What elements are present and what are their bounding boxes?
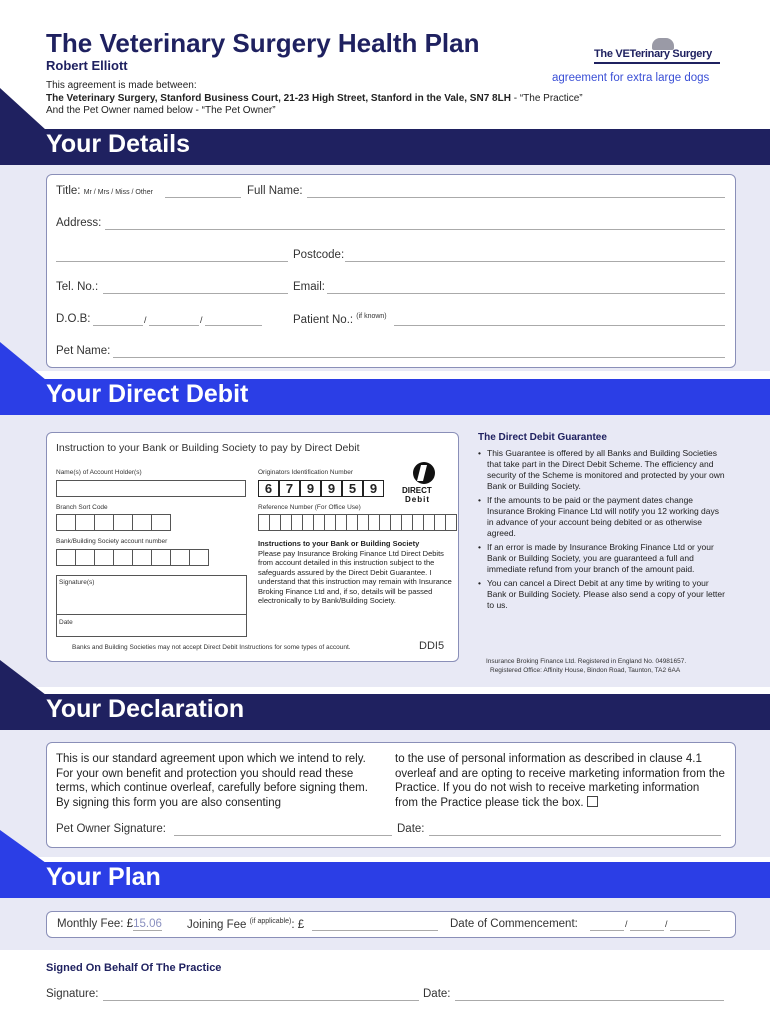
declaration-text-1: This is our standard agreement upon which we intend to rely. For your own benefit and protection you should read these terms, which continue overleaf, carefully before signing them. By signing this form you are also consenting [56,753,368,809]
commencement-label: Date of Commencement: [450,918,578,930]
email-label: Email: [293,281,325,293]
direct-debit-band [0,379,770,415]
joining-fee-label: Joining Fee $^{(if applicable)}$: £ [187,918,305,931]
date-field[interactable] [57,615,246,636]
plan-box [46,911,736,938]
account-holder-field[interactable] [56,480,246,497]
intro-line-2: The Veterinary Surgery, Stanford Business Court, 21-23 High Street, Stanford in the Vale, SN7 8LH - “The Practice” [46,93,583,104]
postcode-label: Postcode: [293,249,345,261]
sort-code-cell[interactable] [132,514,152,531]
signature-field[interactable] [57,576,246,614]
guarantee-point: • If the amounts to be paid or the payment dates change Insurance Broking Finance Ltd will notify you 12 working days in advance of your account being debited or as otherwise agreed. [478,495,726,539]
account-number-cell[interactable] [132,549,152,566]
intro-line-3: And the Pet Owner named below - “The Pet Owner” [46,105,276,116]
sort-code-cell[interactable] [113,514,133,531]
account-number-label: Bank/Building Society account number [56,538,168,545]
address-field-2[interactable] [56,261,288,262]
direct-debit-box [46,432,459,662]
instructions-text: Instructions to your Bank or Building Society Please pay Insurance Broking Finance Ltd Direct Debits from account detailed in this instruction subject to the safeguards assured by the Direct Debit Guarantee. I understand that this instruction may remain with Insurance Broking Finance Ltd and, if so, details will be passed electronically to by Bank/Building Society. [258,539,452,605]
dob-slash-2: / [200,315,203,325]
corner-triangle [0,660,46,695]
account-number-cell[interactable] [151,549,171,566]
title-field[interactable] [165,197,241,198]
monthly-fee-label: Monthly Fee: £15.06 [57,918,162,930]
signature-label: Signature(s) [59,579,95,586]
plan-type: agreement for extra large dogs [552,72,710,84]
email-field[interactable] [327,293,725,294]
direct-debit-logo-line2: Debit [405,495,430,504]
originator-label: Originators Identification Number [258,469,354,476]
title-label: Title: Mr / Mrs / Miss / Other [56,185,153,197]
instruction-title: Instruction to your Bank or Building Society to pay by Direct Debit [56,442,360,454]
account-number-cell[interactable] [94,549,114,566]
corner-triangle [0,830,46,863]
page-title: The Veterinary Surgery Health Plan [46,28,480,58]
commencement-slash-2: / [665,919,668,929]
owner-name: Robert Elliott [46,58,128,73]
direct-debit-logo-line1: DIRECT [402,486,432,495]
holder-label: Name(s) of Account Holder(s) [56,469,142,476]
originator-digit: 6 [258,480,279,497]
date-label: Date [59,619,73,626]
details-heading: Your Details [46,130,191,158]
dob-year-field[interactable] [205,325,262,326]
account-number-cell[interactable] [170,549,190,566]
account-number-cell[interactable] [189,549,209,566]
address-label: Address: [56,217,102,229]
commencement-month-field[interactable] [630,930,664,931]
tel-field[interactable] [103,293,288,294]
joining-fee-field[interactable] [312,930,438,931]
details-band [0,129,770,165]
declaration-heading: Your Declaration [46,695,245,723]
plan-band [0,862,770,898]
guarantee-point: • If an error is made by Insurance Broking Finance Ltd or your Bank or Building Society, you are guaranteed a full and immediate refund from your branch of the amount paid. [478,542,726,575]
sort-code-cell[interactable] [56,514,76,531]
tel-label: Tel. No.: [56,281,99,293]
declaration-band [0,694,770,730]
monthly-fee-value: 15.06 [133,918,162,930]
practice-signature-label: Signature: [46,988,99,1000]
marketing-opt-out-checkbox[interactable] [587,796,598,807]
logo-underline [594,62,720,64]
intro-line-1: This agreement is made between: [46,80,197,91]
originator-digit: 9 [300,480,321,497]
logo-text: The VETerinary Surgery [594,48,712,60]
sort-code-cell[interactable] [94,514,114,531]
commencement-day-field[interactable] [590,930,624,931]
full-name-label: Full Name: [247,185,303,197]
guarantee-title: The Direct Debit Guarantee [478,432,607,443]
corner-triangle [0,342,46,380]
practice-logo [594,38,720,68]
pet-name-field[interactable] [113,357,725,358]
direct-debit-logo [399,461,449,505]
bank-footer-note: Banks and Building Societies may not accept Direct Debit Instructions for some types of account. [72,644,351,651]
patient-label: Patient No.: $^{(if known)}$ [293,313,387,326]
guarantee-list [478,448,726,614]
commencement-slash-1: / [625,919,628,929]
owner-signature-field[interactable] [174,835,392,836]
postcode-field[interactable] [345,261,725,262]
account-number-cell[interactable] [113,549,133,566]
account-number-cell[interactable] [56,549,76,566]
originator-digit: 9 [363,480,384,497]
form-code: DDI5 [419,640,445,652]
reference-cell[interactable] [445,514,457,531]
commencement-year-field[interactable] [670,930,710,931]
registration-info: Insurance Broking Finance Ltd. Registered in England No. 04981657. Registered Office: Affinity House, Bindon Road, Taunton, TA2 6AA [486,658,687,674]
originator-digit: 9 [321,480,342,497]
declaration-date-field[interactable] [429,835,721,836]
corner-triangle [0,88,46,130]
account-number-cell[interactable] [75,549,95,566]
direct-debit-heading: Your Direct Debit [46,380,249,408]
address-field-1[interactable] [105,229,725,230]
pet-name-label: Pet Name: [56,345,111,357]
full-name-field[interactable] [307,197,725,198]
signature-date-box [56,575,247,637]
originator-digit: 5 [342,480,363,497]
dob-month-field[interactable] [149,325,199,326]
practice-date-field[interactable] [455,1000,724,1001]
reference-label: Reference Number (For Office Use) [258,504,361,511]
owner-signature-label: Pet Owner Signature: [56,823,166,835]
guarantee-point: • This Guarantee is offered by all Banks and Building Societies that take part in the Direct Debit Scheme. The efficiency and security of the Scheme is monitored and protected by your own Bank or Building Society. [478,448,726,492]
sort-code-label: Branch Sort Code [56,504,108,511]
dob-slash-1: / [144,315,147,325]
details-box [46,174,736,368]
direct-debit-icon [399,461,449,485]
declaration-date-label: Date: [397,823,425,835]
plan-heading: Your Plan [46,863,161,891]
sort-code-cell[interactable] [151,514,171,531]
originator-digit: 7 [279,480,300,497]
practice-signature-heading: Signed On Behalf Of The Practice [46,962,222,974]
declaration-text-2: to the use of personal information as described in clause 4.1 overleaf and are opting to receive marketing information from the Practice. If you do not wish to receive marketing information from the Practice please tick the box. [395,753,725,809]
declaration-box [46,742,736,848]
practice-signature-field[interactable] [103,1000,419,1001]
guarantee-point: • You can cancel a Direct Debit at any time by writing to your Bank or Building Society. Please also send a copy of your letter to us. [478,578,726,611]
dob-label: D.O.B: [56,313,91,325]
sort-code-cell[interactable] [75,514,95,531]
patient-field[interactable] [394,325,725,326]
practice-date-label: Date: [423,988,451,1000]
dob-day-field[interactable] [93,325,143,326]
